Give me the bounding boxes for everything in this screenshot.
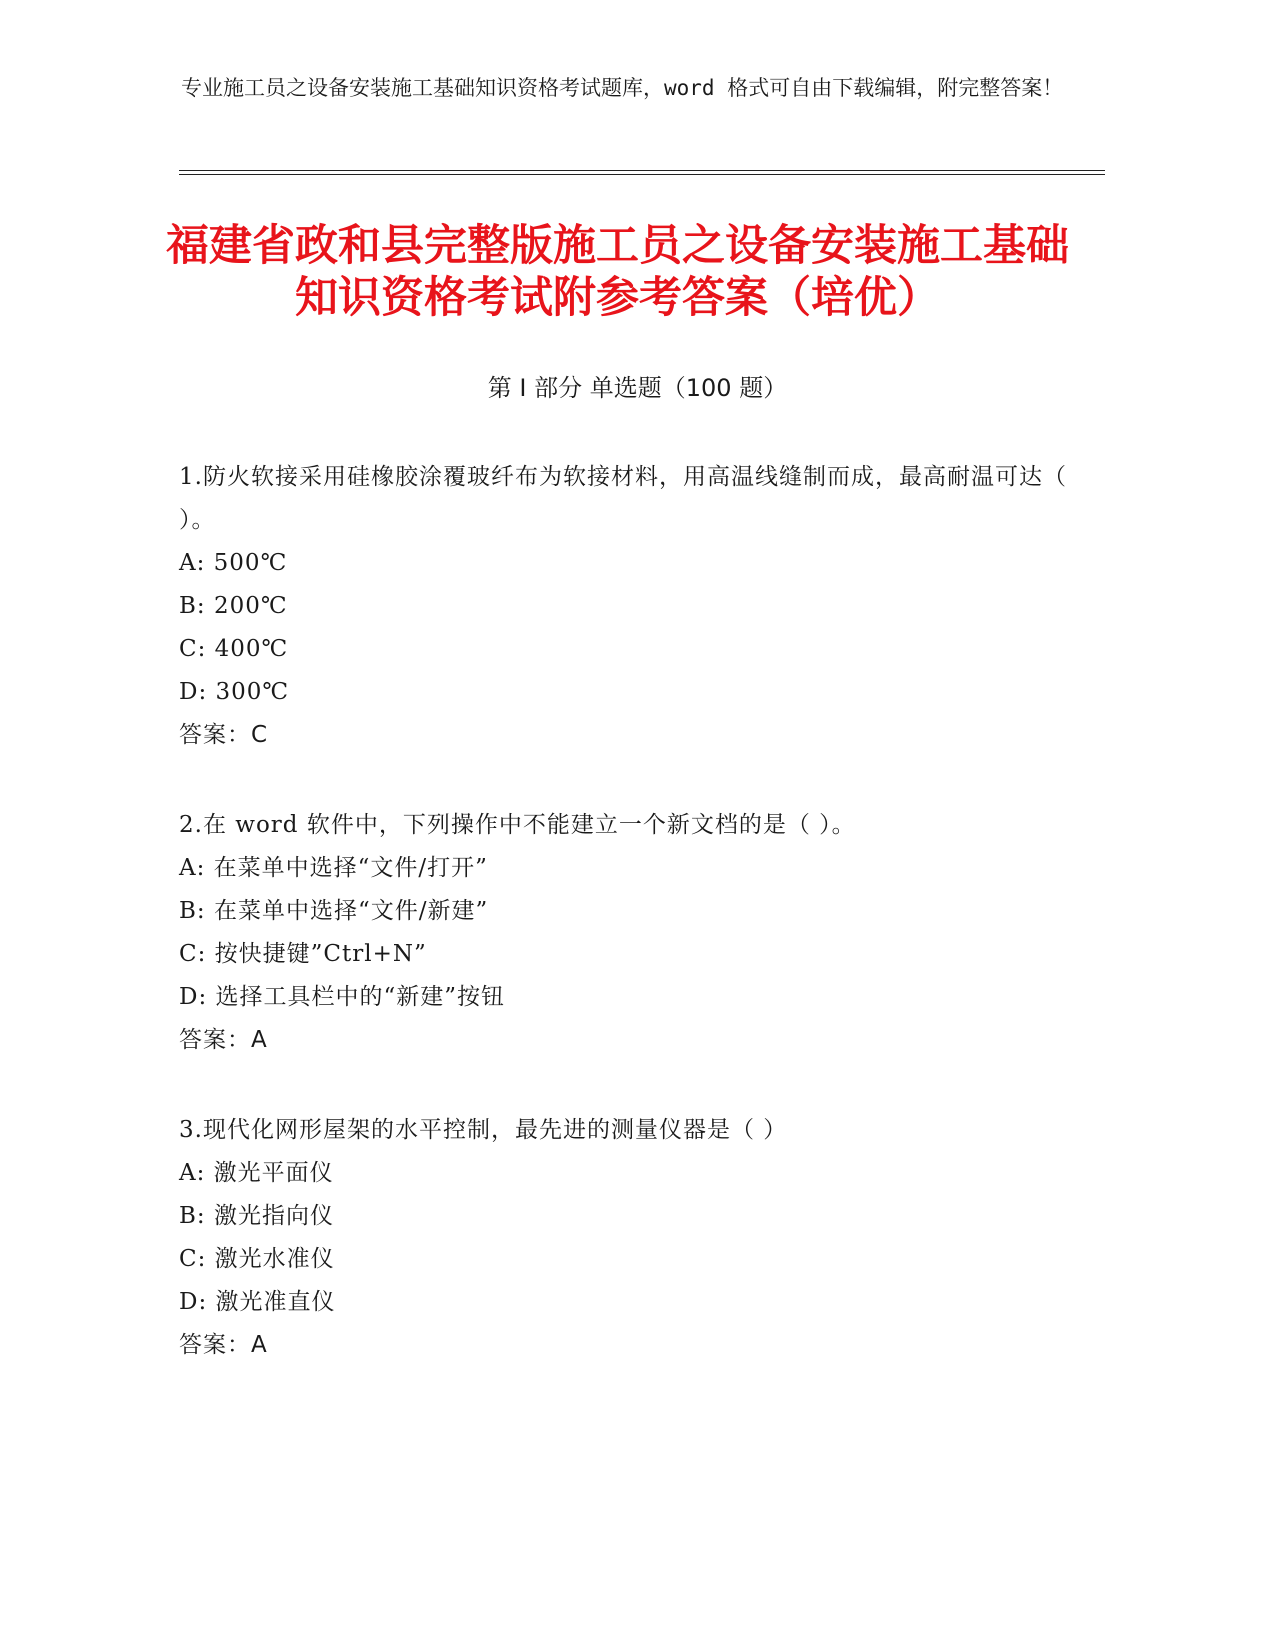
option-d: D: 激光准直仪	[179, 1289, 336, 1315]
section-heading: 第 I 部分 单选题（100 题）	[487, 374, 788, 402]
header-divider-bottom	[179, 174, 1105, 175]
question-3	[179, 1109, 1079, 1367]
option-d: D: 300℃	[179, 679, 290, 705]
question-stem: 2.在 word 软件中，下列操作中不能建立一个新文档的是（ ）。	[179, 812, 856, 838]
option-b: B: 200℃	[179, 593, 288, 619]
option-a: A: 500℃	[179, 550, 288, 576]
option-b: B: 激光指向仪	[179, 1203, 334, 1229]
header-divider-top	[179, 170, 1105, 171]
answer: 答案：A	[179, 1027, 268, 1053]
answer: 答案：A	[179, 1332, 268, 1358]
option-d: D: 选择工具栏中的“新建”按钮	[179, 984, 506, 1010]
option-c: C: 400℃	[179, 636, 289, 662]
question-2	[179, 804, 1079, 1062]
question-stem: 1.防火软接采用硅橡胶涂覆玻纤布为软接材料，用高温线缝制而成，最高耐温可达（ ）。	[179, 464, 1067, 533]
intro-text: 专业施工员之设备安装施工基础知识资格考试题库，word 格式可自由下载编辑，附完整答案！	[181, 76, 1064, 100]
document-title: 福建省政和县完整版施工员之设备安装施工基础知识资格考试附参考答案（培优）	[166, 221, 1069, 323]
question-stem: 3.现代化网形屋架的水平控制，最先进的测量仪器是（ ）	[179, 1117, 788, 1143]
option-a: A: 激光平面仪	[179, 1160, 334, 1186]
option-c: C: 按快捷键”Ctrl+N”	[179, 941, 427, 967]
option-c: C: 激光水准仪	[179, 1246, 335, 1272]
answer: 答案：C	[179, 722, 269, 748]
question-1	[179, 456, 1079, 757]
option-b: B: 在菜单中选择“文件/新建”	[179, 898, 489, 924]
option-a: A: 在菜单中选择“文件/打开”	[179, 855, 488, 881]
